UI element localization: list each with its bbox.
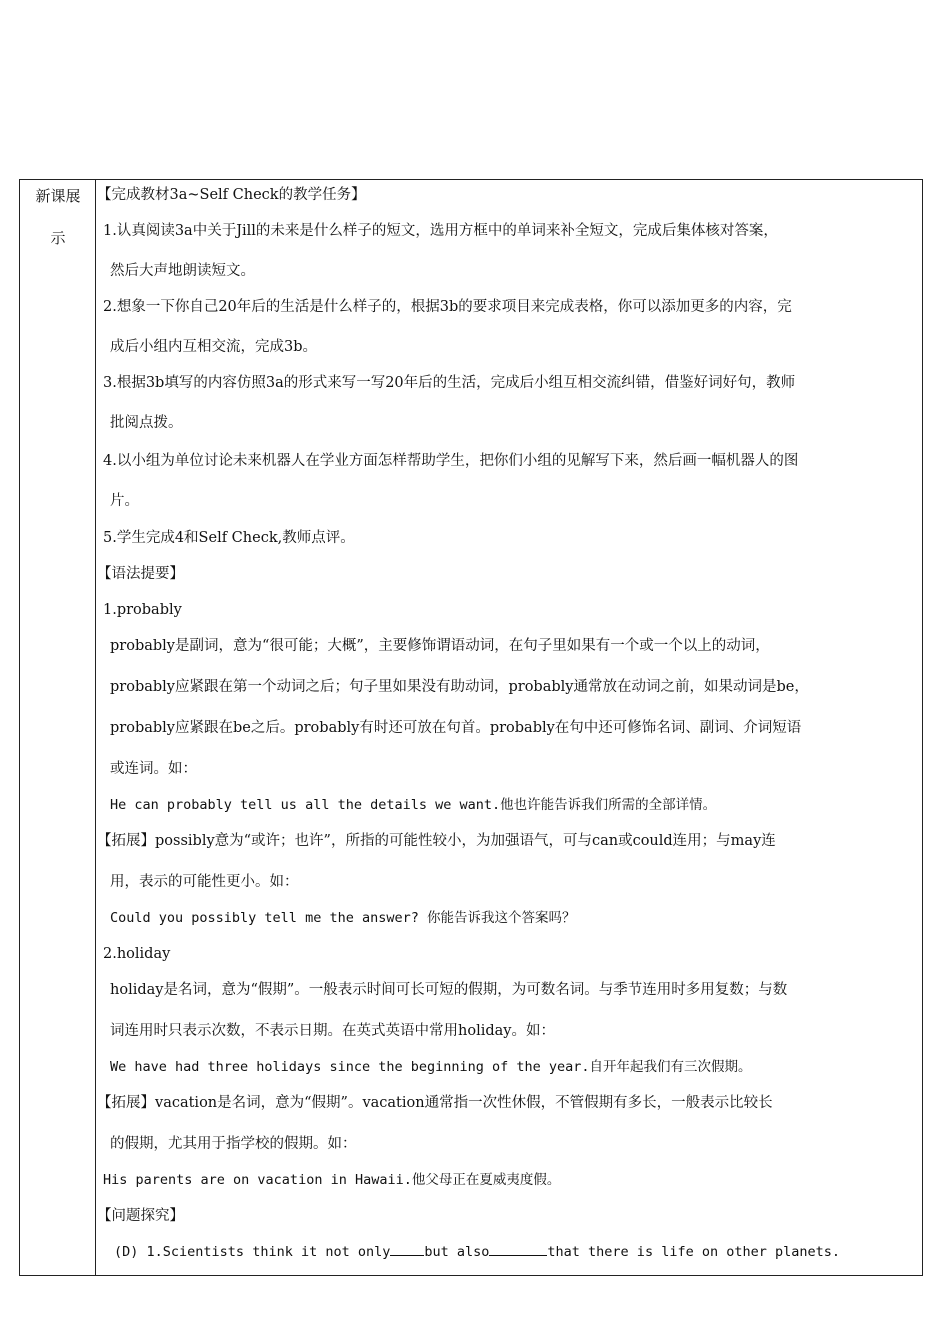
question-1 [114, 1243, 840, 1261]
holiday-desc-2: 词连用时只表示次数，不表示日期。在英式英语中常用holiday。如： [110, 1023, 555, 1039]
task-header: 【完成教材3a~Self Check的教学任务】 [97, 187, 366, 203]
answer-blank-2 [489, 1243, 547, 1256]
left-label-line-2: 示 [50, 229, 66, 247]
content-column [97, 180, 922, 1275]
probably-desc-2: probably应紧跟在第一个动词之后；句子里如果没有助动词，probably通常放在动词之前，如果动词是be， [110, 679, 809, 695]
possibly-ext-2: 用，表示的可能性更小。如： [110, 874, 299, 890]
vacation-example: His parents are on vacation in Hawaii.他父母正在夏威夷度假。 [103, 1172, 561, 1188]
left-label-line-1: 新课展 [35, 187, 81, 205]
task-3-line-2: 批阅点拨。 [110, 415, 183, 431]
vacation-ext-2: 的假期，尤其用于指学校的假期。如： [110, 1136, 357, 1152]
inquiry-header: 【问题探究】 [97, 1208, 184, 1224]
task-1-line-1: 1.认真阅读3a中关于Jill的未来是什么样子的短文，选用方框中的单词来补全短文，完成后集体核对答案， [103, 223, 778, 239]
probably-title: 1.probably [103, 602, 182, 618]
question-text-3: that there is life on other planets. [547, 1244, 841, 1260]
answer-blank-1 [390, 1243, 424, 1256]
grammar-header: 【语法提要】 [97, 566, 184, 582]
probably-desc-3: probably应紧跟在be之后。probably有时还可放在句首。probably在句中还可修饰名词、副词、介词短语 [110, 720, 802, 736]
question-text-1: 1.Scientists think it not only [146, 1244, 391, 1260]
question-text-2: but also [424, 1244, 490, 1260]
possibly-ext-1: 【拓展】possibly意为“或许；也许”，所指的可能性较小，为加强语气，可与can或could连用；与may连 [97, 833, 776, 849]
left-column [20, 180, 96, 1275]
task-1-line-2: 然后大声地朗读短文。 [110, 263, 255, 279]
task-2-line-1: 2.想象一下你自己20年后的生活是什么样子的，根据3b的要求项目来完成表格，你可以添加更多的内容，完 [103, 299, 792, 315]
probably-desc-4: 或连词。如： [110, 761, 197, 777]
probably-example: He can probably tell us all the details we want.他也许能告诉我们所需的全部详情。 [110, 797, 717, 813]
lesson-table [19, 179, 923, 1276]
possibly-example: Could you possibly tell me the answer? 你能告诉我这个答案吗？ [110, 910, 576, 926]
question-answer: (D) [114, 1244, 139, 1260]
task-5: 5.学生完成4和Self Check,教师点评。 [103, 530, 355, 546]
vacation-ext-1: 【拓展】vacation是名词，意为“假期”。vacation通常指一次性休假，不管假期有多长，一般表示比较长 [97, 1095, 773, 1111]
holiday-example: We have had three holidays since the beginning of the year.自开年起我们有三次假期。 [110, 1059, 752, 1075]
probably-desc-1: probably是副词，意为“很可能；大概”，主要修饰谓语动词，在句子里如果有一个或一个以上的动词， [110, 638, 770, 654]
task-2-line-2: 成后小组内互相交流，完成3b。 [110, 339, 318, 355]
task-4-line-2: 片。 [110, 493, 139, 509]
task-3-line-1: 3.根据3b填写的内容仿照3a的形式来写一写20年后的生活，完成后小组互相交流纠错，借鉴好词好句，教师 [103, 375, 796, 391]
task-4-line-1: 4.以小组为单位讨论未来机器人在学业方面怎样帮助学生，把你们小组的见解写下来，然后画一幅机器人的图 [103, 453, 799, 469]
holiday-title: 2.holiday [103, 946, 171, 962]
holiday-desc-1: holiday是名词，意为“假期”。一般表示时间可长可短的假期，为可数名词。与季节连用时多用复数；与数 [110, 982, 788, 998]
